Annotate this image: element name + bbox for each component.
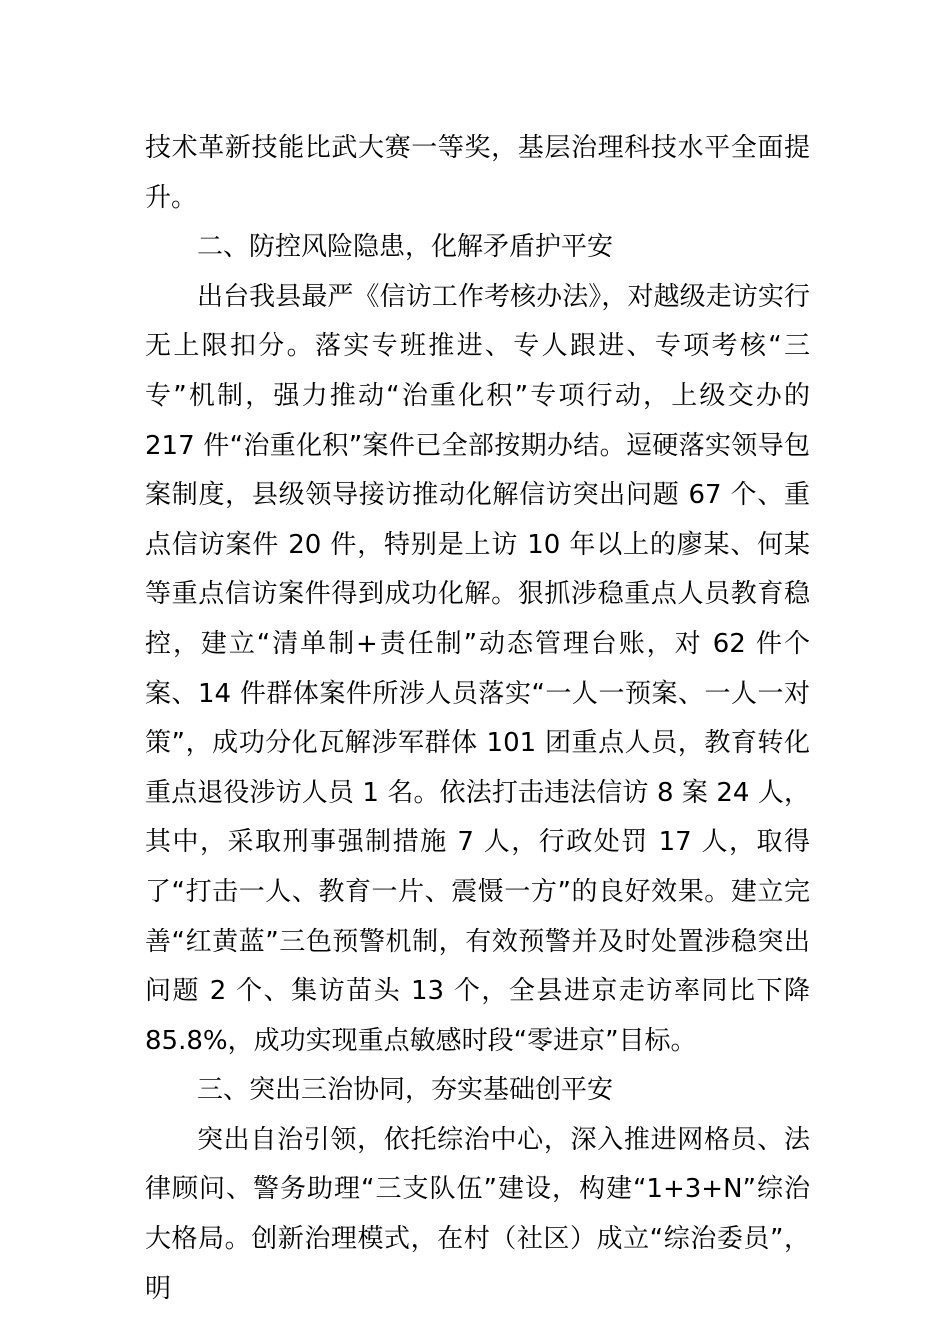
paragraph-petition-work: 出台我县最严《信访工作考核办法》，对越级走访实行无上限扣分。落实专班推进、专人跟进、专项考核“三专”机制，强力推动“治重化积”专项行动，上级交办的 217 件“治重化积”案件已全部按期办结。逗硬落实领导包案制度，县级领导接访推动化解信访突出问题 67 个、重点信访案件 20 件，特别是上访 10 年以上的廖某、何某等重点信访案件得到成功化解。狠抓涉稳重点人员教育稳控，建立“清单制+责任制”动态管理台账，对 62 件个案、14 件群体案件所涉人员落实“一人一预案、一人一对策”，成功分化瓦解涉军群体 101 团重点人员，教育转化重点退役涉访人员 1 名。依法打击违法信访 8 案 24 人，其中，采取刑事强制措施 7 人，行政处罚 17 人，取得了“打击一人、教育一片、震慑一方”的良好效果。建立完善“红黄蓝”三色预警机制，有效预警并及时处置涉稳突出问题 2 个、集访苗头 13 个，全县进京走访率同比下降 85.8%，成功实现重点敏感时段“零进京”目标。 — [145, 281, 810, 1056]
paragraph-continuation: 技术革新技能比武大赛一等奖，基层治理科技水平全面提升。 — [145, 133, 810, 213]
section-heading-two: 二、防控风险隐患，化解矛盾护平安 — [197, 232, 614, 263]
document-body — [145, 124, 810, 1314]
paragraph-autonomy-governance: 突出自治引领，依托综治中心，深入推进网格员、法律顾问、警务助理“三支队伍”建设，构建“1+3+N”综治大格局。创新治理模式，在村（社区）成立“综治委员”，明 — [145, 1124, 810, 1304]
section-heading-three: 三、突出三治协同，夯实基础创平安 — [197, 1075, 614, 1106]
